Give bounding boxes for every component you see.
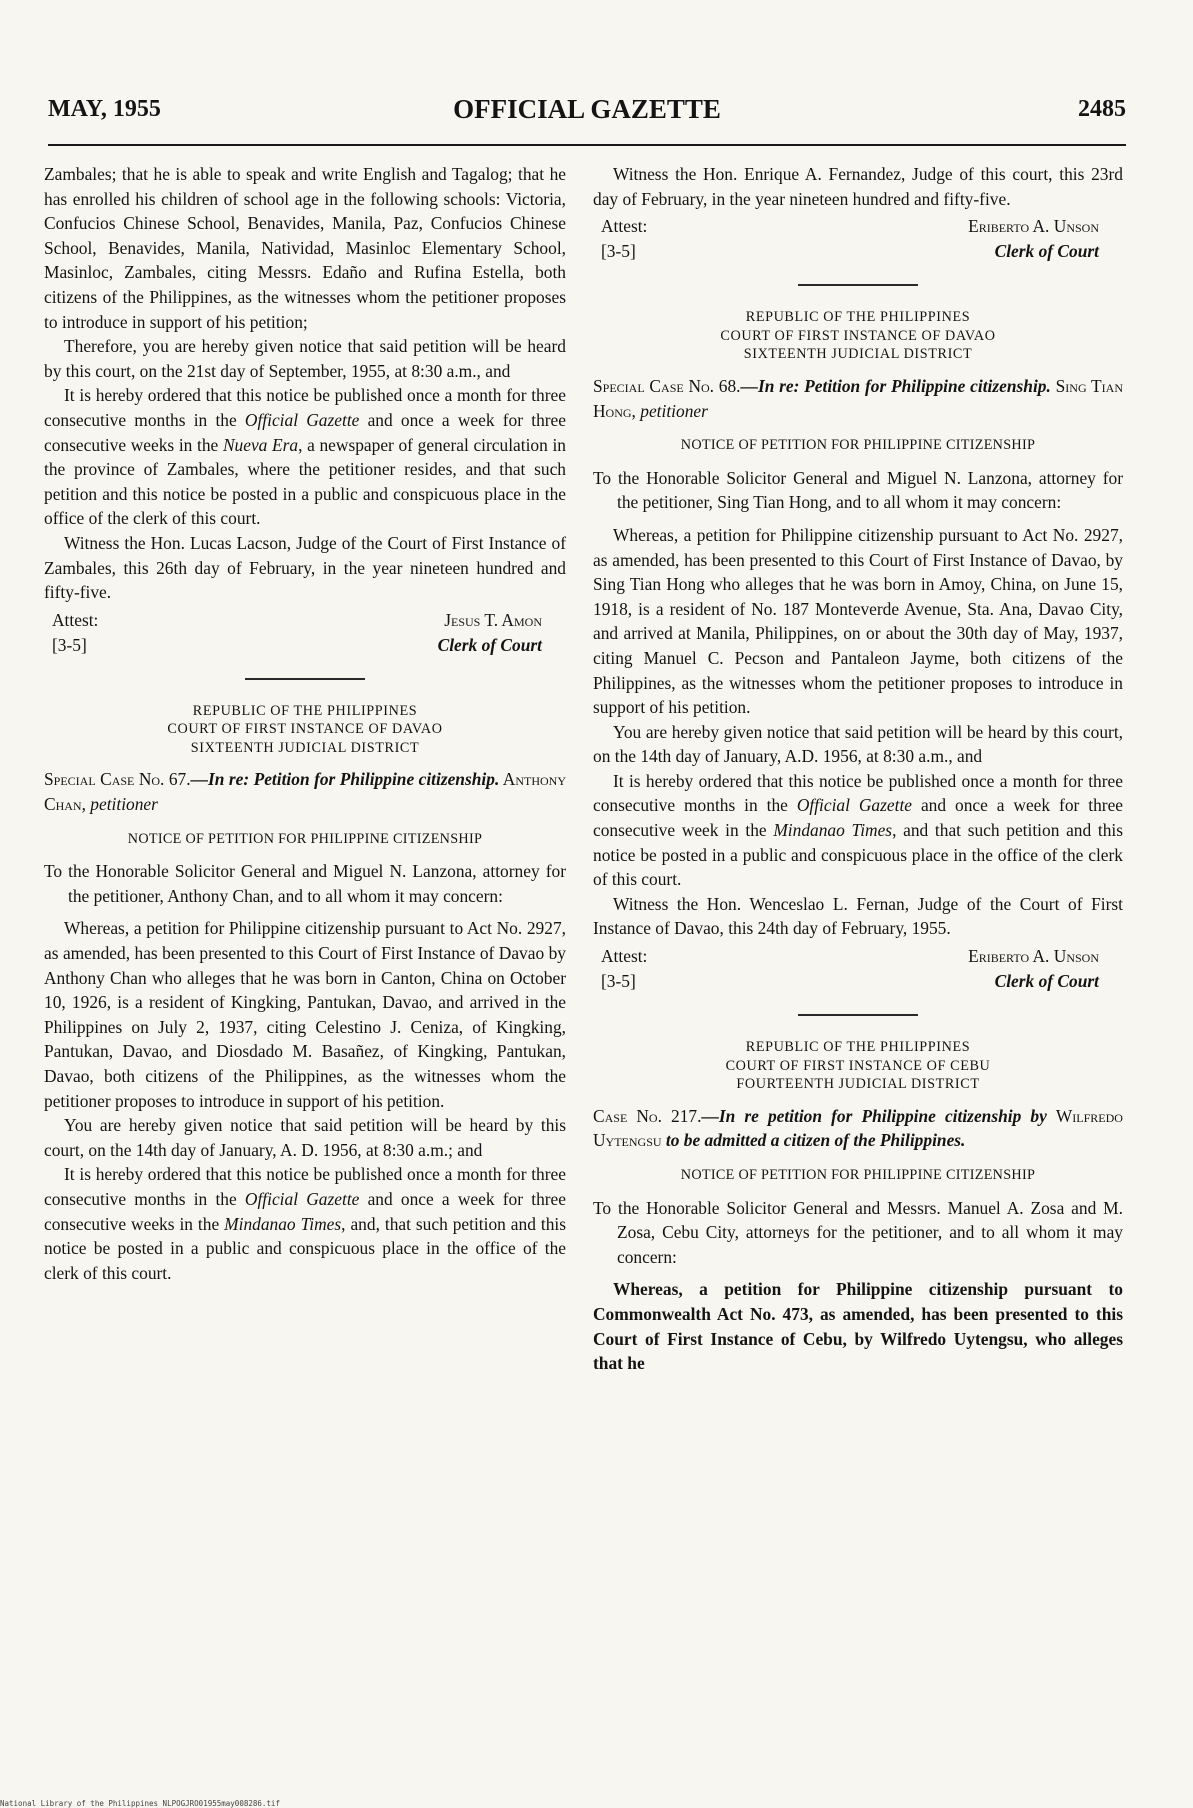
paragraph: Witness the Hon. Wenceslao L. Fernan, Judge of the Court of First Instance of Davao, this 24th day of February, 1955. bbox=[593, 893, 1123, 939]
section-divider bbox=[798, 1014, 918, 1016]
attest-label: Attest: bbox=[601, 946, 648, 967]
notice-heading: NOTICE OF PETITION FOR PHILIPPINE CITIZENSHIP bbox=[680, 437, 1036, 454]
address-paragraph: To the Honorable Solicitor General and Miguel N. Lanzona, attorney for the petitioner, Anthony Chan, and to all whom it may concern: bbox=[44, 861, 566, 906]
notice-heading: NOTICE OF PETITION FOR PHILIPPINE CITIZENSHIP bbox=[680, 1167, 1036, 1183]
docket-number: [3-5] bbox=[601, 971, 636, 992]
text: and once a week for three consecutive week in the bbox=[593, 795, 1124, 841]
court-line: COURT OF FIRST INSTANCE OF DAVAO bbox=[720, 327, 996, 344]
header-rule bbox=[48, 144, 1126, 146]
court-line: COURT OF FIRST INSTANCE OF CEBU bbox=[725, 1057, 991, 1074]
newspaper-ref: Nueva Era bbox=[222, 434, 299, 455]
docket-number: [3-5] bbox=[601, 241, 636, 262]
text: , and that such petition and this notice be posted in a public and conspicuous place in the office of the clerk of this court. bbox=[593, 820, 1123, 890]
issue-date: MAY, 1955 bbox=[48, 96, 161, 122]
paragraph: Zambales; that he is able to speak and write English and Tagalog; that he has enrolled his children of school age in the following schools: Victoria, Confucios Chinese School, Benavides, Manila, Paz, Confucios Chinese School, Benavides, Manila, Natividad, Masinloc Elementary School, Masinloc, Zambales, citing Messrs. Edaño and Rufina Estella, both citizens of the Philippines, as the witnesses whom the petitioner proposes to introduce in support of his petition; bbox=[44, 164, 566, 332]
left-column bbox=[44, 162, 566, 1285]
paragraph bbox=[593, 769, 1123, 892]
notice-heading: NOTICE OF PETITION FOR PHILIPPINE CITIZENSHIP bbox=[127, 830, 483, 847]
paragraph: You are hereby given notice that said petition will be heard by this court, on the 14th day of January, A. D. 1956, at 8:30 a.m.; and bbox=[44, 1115, 566, 1160]
publication-ref: Official Gazette bbox=[244, 1188, 360, 1209]
attest-label: Attest: bbox=[601, 216, 648, 237]
section-divider bbox=[245, 678, 365, 680]
page-header bbox=[48, 96, 1126, 136]
court-line: REPUBLIC OF THE PHILIPPINES bbox=[192, 702, 418, 719]
court-line: SIXTEENTH JUDICIAL DISTRICT bbox=[743, 346, 973, 363]
petitioner-role: petitioner bbox=[90, 794, 158, 815]
petitioner-name: Anthony Chan, bbox=[44, 769, 566, 815]
case-title: —In re: Petition for Philippine citizenship. bbox=[190, 769, 500, 790]
attest-label: Attest: bbox=[52, 609, 99, 630]
signer-title: Clerk of Court bbox=[994, 241, 1099, 262]
signer-name: Eriberto A. Unson bbox=[968, 216, 1099, 237]
text: , and, that such petition and this notice be posted in a public and conspicuous place in the office of the clerk of this court. bbox=[44, 1213, 566, 1283]
text: and once a week for three consecutive weeks in the bbox=[44, 409, 566, 455]
court-line: FOURTEENTH JUDICIAL DISTRICT bbox=[736, 1076, 980, 1093]
newspaper-ref: Mindanao Times bbox=[773, 820, 893, 841]
signer-title: Clerk of Court bbox=[994, 971, 1099, 992]
docket-number: [3-5] bbox=[52, 634, 87, 655]
page-number: 2485 bbox=[1078, 96, 1126, 122]
text: and once a week for three consecutive weeks in the bbox=[44, 1188, 566, 1234]
court-line: COURT OF FIRST INSTANCE OF DAVAO bbox=[167, 721, 443, 738]
case-caption bbox=[593, 374, 1123, 423]
section-divider bbox=[798, 284, 918, 286]
signature-block bbox=[593, 214, 1123, 264]
signature-block bbox=[593, 944, 1123, 994]
text: , a newspaper of general circulation in the province of Zambales, where the petitioner resides, and that such petition and this notice be posted in a public and conspicuous place in the office of the clerk of this court. bbox=[44, 434, 566, 529]
signer-name: Eriberto A. Unson bbox=[968, 946, 1099, 967]
case-caption bbox=[44, 767, 566, 816]
court-line: SIXTEENTH JUDICIAL DISTRICT bbox=[190, 739, 420, 756]
paragraph: Therefore, you are hereby given notice that said petition will be heard by this court, on the 21st day of September, 1955, at 8:30 a.m., and bbox=[44, 336, 566, 381]
newspaper-ref: Mindanao Times bbox=[224, 1213, 342, 1234]
text: It is hereby ordered that this notice be published once a month for three consecutive months in the bbox=[44, 1164, 566, 1209]
paragraph: Witness the Hon. Lucas Lacson, Judge of the Court of First Instance of Zambales, this 26th day of February, in the year nineteen hundred and fifty-five. bbox=[44, 532, 566, 603]
court-heading bbox=[593, 1038, 1123, 1094]
text: It is hereby ordered that this notice be published once a month for three consecutive months in the bbox=[593, 770, 1123, 816]
paragraph: You are hereby given notice that said petition will be heard by this court, on the 14th day of January, A.D. 1956, at 8:30 a.m., and bbox=[593, 721, 1123, 767]
case-title: —In re: Petition for Philippine citizenship. bbox=[740, 375, 1051, 396]
address-paragraph: To the Honorable Solicitor General and Messrs. Manuel A. Zosa and M. Zosa, Cebu City, attorneys for the petitioner, and to all whom it may concern: bbox=[593, 1197, 1123, 1267]
paragraph bbox=[44, 1162, 566, 1285]
court-heading bbox=[44, 702, 566, 758]
text: It is hereby ordered that this notice be published once a month for three consecutive months in the bbox=[44, 385, 566, 430]
case-number: Case No. 217. bbox=[593, 1105, 702, 1126]
publication-ref: Official Gazette bbox=[244, 409, 360, 430]
court-heading bbox=[593, 308, 1123, 364]
petitioner-name: Wilfredo Uytengsu bbox=[593, 1105, 1123, 1151]
case-title: —In re petition for Philippine citizenship by bbox=[701, 1105, 1056, 1126]
case-caption bbox=[593, 1104, 1123, 1153]
case-title-rest: to be admitted a citizen of the Philippines. bbox=[661, 1130, 966, 1151]
court-line: REPUBLIC OF THE PHILIPPINES bbox=[745, 309, 971, 326]
publication-title: OFFICIAL GAZETTE bbox=[453, 94, 721, 124]
right-column bbox=[593, 162, 1123, 1376]
signer-title: Clerk of Court bbox=[437, 634, 542, 655]
paragraph: Whereas, a petition for Philippine citizenship pursuant to Commonwealth Act No. 473, as amended, has been presented to this Court of First Instance of Cebu, by Wilfredo Uytengsu, who alleges that he bbox=[593, 1279, 1123, 1374]
signature-block bbox=[44, 608, 566, 658]
address-paragraph: To the Honorable Solicitor General and Miguel N. Lanzona, attorney for the petitioner, Sing Tian Hong, and to all whom it may concern: bbox=[593, 467, 1123, 513]
case-number: Special Case No. 68. bbox=[593, 375, 741, 396]
publication-ref: Official Gazette bbox=[796, 795, 913, 816]
paragraph: Witness the Hon. Enrique A. Fernandez, Judge of this court, this 23rd day of February, in the year nineteen hundred and fifty-five. bbox=[593, 164, 1123, 209]
case-number: Special Case No. 67. bbox=[44, 769, 191, 790]
petitioner-name: Sing Tian Hong, bbox=[593, 375, 1124, 421]
scan-footer: National Library of the Philippines NLPOGJRO01955may008286.tif bbox=[0, 1799, 280, 1808]
paragraph: Whereas, a petition for Philippine citizenship pursuant to Act No. 2927, as amended, has been presented to this Court of First Instance of Davao, by Sing Tian Hong who alleges that he was born in Amoy, China, on June 15, 1918, is a resident of No. 187 Monteverde Avenue, Sta. Ana, Davao City, and arrived at Manila, Philippines, on or about the 30th day of May, 1937, citing Manuel C. Pecson and Pantaleon Jayme, both citizens of the Philippines, as the witnesses whom the petitioner proposes to introduce in support of his petition. bbox=[593, 524, 1123, 718]
signer-name: Jesus T. Amon bbox=[444, 609, 542, 630]
court-line: REPUBLIC OF THE PHILIPPINES bbox=[745, 1039, 971, 1056]
petitioner-role: petitioner bbox=[640, 400, 708, 421]
paragraph bbox=[44, 383, 566, 531]
paragraph: Whereas, a petition for Philippine citizenship pursuant to Act No. 2927, as amended, has been presented to this Court of First Instance of Davao by Anthony Chan who alleges that he was born in Canton, China on October 10, 1926, is a resident of Kingking, Pantukan, Davao, and arrived in the Philippines on July 2, 1937, citing Celestino J. Ceniza, of Kingking, Pantukan, Davao, and Diosdado M. Basañez, of Kingking, Pantukan, Davao, both citizens of the Philippines, as the witnesses whom the petitioner proposes to introduce in support of his petition. bbox=[44, 918, 566, 1111]
